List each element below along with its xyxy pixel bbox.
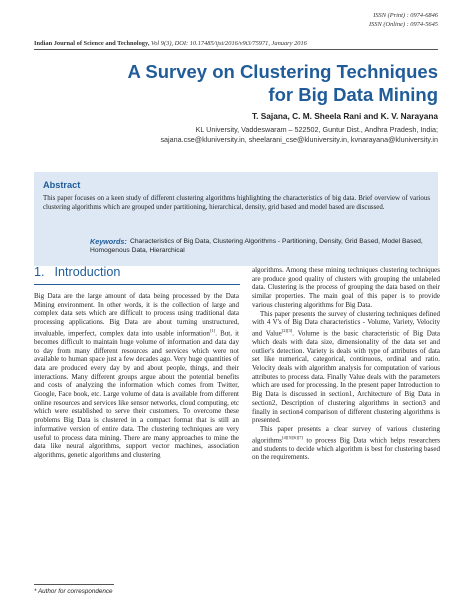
affiliation-line: KL University, Vaddeswaram – 522502, Guntur Dist., Andhra Pradesh, India; <box>195 125 438 134</box>
authors: T. Sajana, C. M. Sheela Rani and K. V. Narayana <box>252 111 438 121</box>
citation-ref: [2][3] <box>281 327 293 333</box>
section-title: Introduction <box>54 265 121 279</box>
footnote: * Author for correspondence <box>34 588 113 595</box>
section-heading <box>34 265 130 279</box>
paragraph-text: . Volume is the basic characteristic of Big Data which deals with data size, dimensionality of the data set and outlier's detection. Variety is deals with type of attributes of data set like numerical, categorical, continuous, ordinal and ratio. Velocity deals with algorithm analysis for computation of various attributes to process data. Finally Value deals with the parameters which are used for processing. In the present paper Introduction to Big Data is discussed in section1, Architecture of Big Data in section2, Description of clustering algorithms in section3 and finally in section4 comparison of different clustering algorithms is presented. <box>252 329 441 425</box>
issn-print: ISSN (Print) : 0974-6846 <box>373 12 438 19</box>
header-divider <box>34 49 438 50</box>
paragraph-text: Big Data are the large amount of data being processed by the Data Mining environment. In other words, it is the collection of large and complex data sets which are difficult to process using traditional data processing applications. Big Data are about turning unstructured, invaluable, imperfect, complex data into usable information <box>34 292 239 338</box>
citation-ref: [1] <box>209 327 216 333</box>
paragraph <box>34 292 239 460</box>
keywords-label: Keywords: <box>90 237 127 246</box>
affiliation <box>160 125 438 145</box>
paper-title: A Survey on Clustering Techniques for Big Data Mining <box>127 61 438 105</box>
journal-name: Indian Journal of Science and Technology, <box>34 40 150 47</box>
paragraph <box>252 425 440 462</box>
section-number: 1. <box>34 265 45 279</box>
paragraph-text: . But, it becomes difficult to maintain huge volume of information and data day to day from many different resources and services which were not available to human space just a few decades ago. Very huge quantities of data are produced every day by and about people, things, and their interactions. Many different groups argue about the potential benefits and costs of analyzing the information which comes from Twitter, Google, Face book, etc. Large volume of data is available from different online resources and services like sensor networks, cloud computing, etc which were established to serve their customers. To overcome these problems Big Data is clustered in a compact format that is still an informative version of entire data. The clustering techniques are very useful to process data mining. There are many approaches to mine the data like neural algorithms, support vector machines, association algorithms, genetic algorithms and clustering <box>34 329 239 459</box>
paragraph <box>252 310 440 425</box>
issn-online: ISSN (Online) : 0974-5645 <box>368 20 438 28</box>
left-column <box>34 292 239 460</box>
section-divider <box>34 284 240 285</box>
paragraph: algorithms. Among these mining techniques clustering techniques are produce good quality of clusters with grouping the unlabeled data. Clustering is the process of grouping the data based on their similar properties. The main goal of this paper is to provide various clustering algorithms for Big Data. <box>252 266 440 309</box>
issn-block <box>369 12 438 29</box>
journal-details: Vol 9(3), DOI: 10.17485/ijst/2016/v9i3/75971, January 2016 <box>151 40 307 47</box>
paragraph-text: to process Big Data which helps researchers and students to decide which algorithm is best for clustering based on the requirements. <box>252 436 440 462</box>
paragraph-text: This paper presents a clear survey of various clustering algorithms <box>252 424 440 445</box>
right-column <box>252 266 440 462</box>
abstract-heading: Abstract <box>43 180 81 190</box>
citation-ref: [4][5][6][7] <box>281 434 303 440</box>
journal-citation <box>34 40 438 47</box>
keywords-text: Characteristics of Big Data, Clustering Algorithms - Partitioning, Density, Grid Based, Model Based, Homogenous Data, Hierarchical <box>90 238 423 255</box>
keywords-block <box>34 230 438 266</box>
abstract-text: This paper focuses on a keen study of different clustering algorithms highlighting the characteristics of big data. Brief overview of various clustering algorithms which are grouped under partitioning, hierarchical, density, grid based and model based are discussed. <box>43 195 430 212</box>
footnote-divider <box>34 584 114 585</box>
author-emails: sajana.cse@kluniversity.in, sheelarani_cse@kluniversity.in, kvnarayana@kluniversity.in <box>160 135 438 144</box>
paragraph-text: This paper presents the survey of clustering techniques defined with 4 V's of Big Data characteristics - Volume, Variety, Velocity and Value <box>252 309 440 338</box>
